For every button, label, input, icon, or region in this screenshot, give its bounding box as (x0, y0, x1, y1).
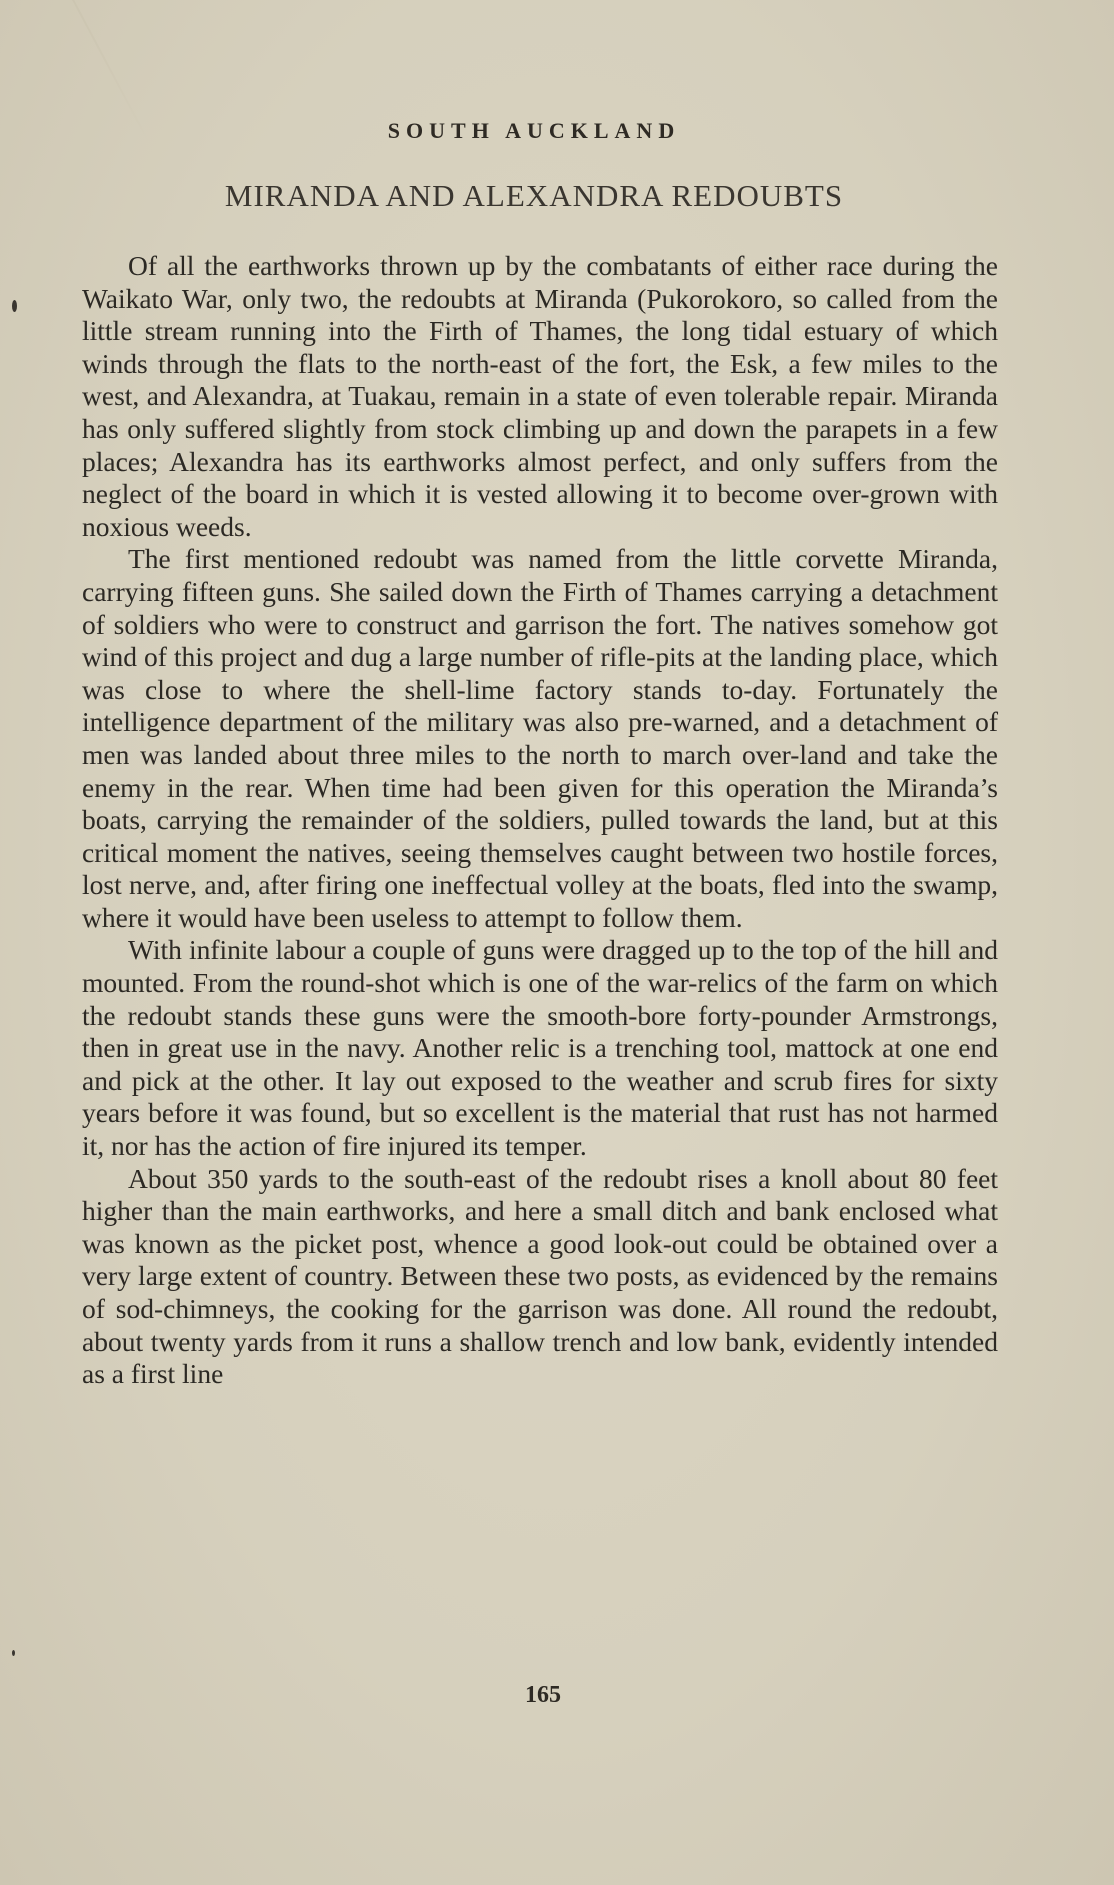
chapter-title: MIRANDA AND ALEXANDRA REDOUBTS (224, 178, 844, 213)
body-text (82, 250, 998, 1391)
paragraph-3: With infinite labour a couple of guns were dragged up to the top of the hill and mounted. From the round-shot which is one of the war-relics of the farm on which the redoubt stands these guns were the smooth-bore forty-pounder Armstrongs, then in great use in the navy. Another relic is a trenching tool, mattock at one end and pick at the other. It lay out exposed to the weather and scrub fires for sixty years before it was found, but so excellent is the material that rust has not harmed it, nor has the action of fire injured its temper. (82, 934, 998, 1162)
margin-speck (12, 1650, 15, 1656)
paragraph-4: About 350 yards to the south-east of the redoubt rises a knoll about 80 feet higher than the main earthworks, and here a small ditch and bank enclosed what was known as the picket post, whence a good look-out could be obtained over a very large extent of country. Between these two posts, as evidenced by the remains of sod-chimneys, the cooking for the garrison was done. All round the redoubt, about twenty yards from it runs a shallow trench and low bank, evidently intended as a first line (82, 1162, 998, 1390)
paragraph-1: Of all the earthworks thrown up by the combatants of either race during the Waikato War, only two, the redoubts at Miranda (Pukorokoro, so called from the little stream running into the Firth of Thames, the long tidal estuary of which winds through the flats to the north-east of the fort, the Esk, a few miles to the west, and Alexandra, at Tuakau, remain in a state of even tolerable repair. Miranda has only suffered slightly from stock climbing up and down the parapets in a few places; Alexandra has its earthworks almost perfect, and only suffers from the neglect of the board in which it is vested allowing it to become over-grown with noxious weeds. (82, 250, 998, 542)
page-number: 165 (525, 1682, 561, 1708)
paragraph-2: The first mentioned redoubt was named from the little corvette Miranda, carrying fifteen guns. She sailed down the Firth of Thames carrying a detachment of soldiers who were to construct and garrison the fort. The natives somehow got wind of this project and dug a large number of rifle-pits at the landing place, which was close to where the shell-lime factory stands to-day. Fortunately the intelligence department of the military was also pre-warned, and a detachment of men was landed about three miles to the north to march over-land and take the enemy in the rear. When time had been given for this operation the Miranda’s boats, carrying the remainder of the soldiers, pulled towards the land, but at this critical moment the natives, seeing themselves caught between two hostile forces, lost nerve, and, after firing one ineffectual volley at the boats, fled into the swamp, where it would have been useless to attempt to follow them. (82, 543, 998, 933)
margin-speck (12, 300, 17, 312)
running-head: SOUTH AUCKLAND (387, 118, 681, 143)
